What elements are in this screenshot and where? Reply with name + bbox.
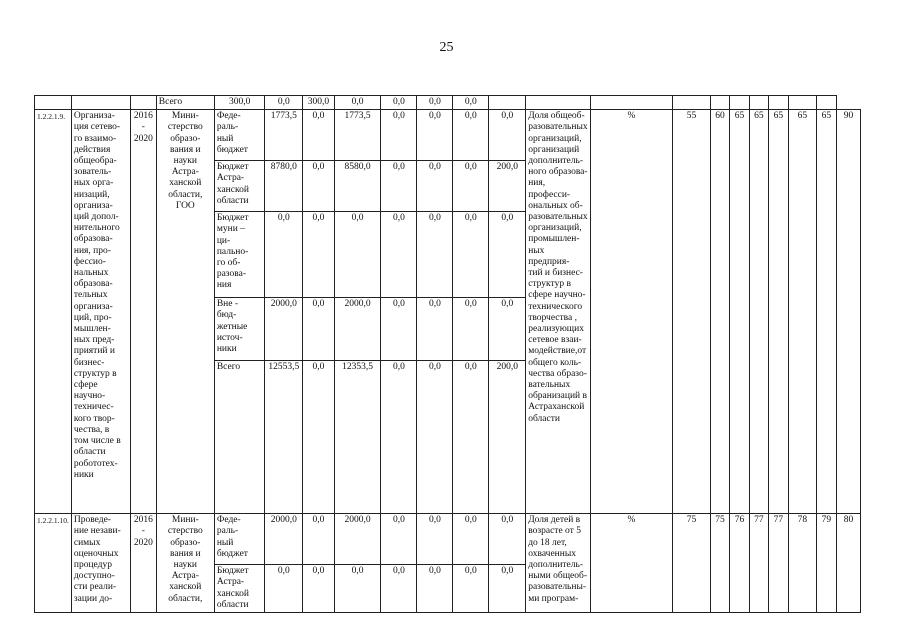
target-cell: 75 (710, 514, 729, 613)
item-executor-line: Мини- (171, 515, 199, 526)
value-cell: 2000,0 (334, 298, 381, 361)
value-cell: 0,0 (417, 361, 453, 514)
item-years-line: 2016 (133, 515, 153, 526)
item-name-line: чества, в (73, 424, 110, 435)
item-name-line: тельных (73, 290, 108, 301)
item-name-line: робототех- (73, 458, 118, 469)
item-name-line: мышлен- (73, 324, 111, 335)
source-cell-line: источ- (216, 332, 243, 343)
empty-cell (71, 96, 130, 110)
value-cell: 0,0 (489, 298, 526, 361)
item-code: 1.2.2.1.9. (35, 110, 72, 514)
value-cell: 8580,0 (334, 161, 381, 212)
indicator-cell-line: ных предприя- (528, 245, 570, 267)
item-name-line: общеобра- (73, 156, 117, 167)
source-cell-line: ники (216, 344, 237, 355)
value-cell: 0,0 (453, 110, 489, 161)
indicator-cell-line: общего коль- (528, 357, 582, 368)
target-cell (749, 96, 768, 110)
item-name-line: кого твор- (73, 413, 115, 424)
value-cell: 0,0 (381, 110, 417, 161)
item-name-line: фессио- (73, 256, 106, 267)
indicator-cell-line: чества образо- (528, 368, 587, 379)
item-executor-line: Мини- (171, 111, 199, 122)
source-cell-line: раль- (216, 526, 239, 537)
indicator-cell-line: модействие,от (528, 346, 587, 357)
item-years-line: 2020 (133, 537, 153, 548)
item-name-line: действия (73, 144, 111, 155)
item-name-line: ния, про- (73, 245, 111, 256)
value-cell: 200,0 (489, 361, 526, 514)
item-name-line: доступно- (73, 571, 115, 582)
source-cell-line: Феде- (216, 111, 241, 122)
target-cell (710, 96, 729, 110)
item-name-line: симых (73, 537, 101, 548)
value-cell: 0,0 (417, 514, 453, 565)
source-cell (214, 110, 265, 161)
indicator-cell-line: возрасте от 5 (528, 526, 581, 537)
target-cell: 65 (749, 110, 768, 514)
item-name-line: Проведе- (73, 515, 111, 526)
item-name-line: низаций, (73, 189, 110, 200)
indicator-cell-line: ного образова- (528, 167, 588, 178)
source-cell-line: Вне - (216, 299, 239, 310)
empty-cell (35, 96, 72, 110)
value-cell: 0,0 (334, 565, 381, 613)
item-name (71, 110, 130, 514)
item-name-line: сфере (73, 380, 98, 391)
value-cell: 0,0 (381, 161, 417, 212)
indicator-cell-line: сетевое взаи- (528, 335, 582, 346)
item-name-line: техничес- (73, 402, 114, 413)
table-row (35, 110, 905, 161)
target-cell (590, 96, 673, 110)
item-name-line: Организа- (73, 111, 115, 122)
indicator-cell-line: структур в (528, 279, 571, 290)
unit-cell: % (590, 110, 673, 514)
item-executor-line: вания и (170, 548, 201, 559)
source-cell-line: ци- (216, 235, 231, 246)
indicator-cell-line: разовательных (528, 122, 588, 133)
item-executor-line: стерство (167, 122, 203, 133)
item-executor-line: вания и (170, 144, 201, 155)
item-years-line: 2016 (133, 111, 153, 122)
item-executor (156, 514, 214, 613)
item-name-line: ция сетево- (73, 122, 121, 133)
value-cell: 0,0 (265, 565, 303, 613)
source-cell-line: Астра- (216, 577, 245, 588)
table-row (35, 514, 905, 565)
value-cell: 0,0 (381, 96, 417, 110)
indicator-cell-line: ми програм- (528, 593, 579, 604)
item-years-line: - (141, 122, 145, 133)
item-executor-line: Астра- (171, 167, 199, 178)
target-cell: 79 (817, 514, 836, 613)
value-cell: 12553,5 (265, 361, 303, 514)
item-name-line: организа- (73, 301, 113, 312)
page-number: 25 (439, 40, 454, 55)
indicator-cell-line: дополнитель- (528, 156, 584, 167)
indicator-cell-line: Доля общеоб- (528, 111, 585, 122)
indicator-cell-line: Доля детей в (528, 515, 581, 526)
target-cell: 60 (710, 110, 729, 514)
target-cell: 77 (749, 514, 768, 613)
target-cell (817, 96, 836, 110)
target-cell: 75 (673, 514, 711, 613)
item-name-line: оценочных (73, 548, 119, 559)
indicator-cell-line: реализующих (528, 324, 584, 335)
source-cell-line: бюд- (216, 310, 237, 321)
item-name-line: процедур (73, 560, 112, 571)
program-table (34, 95, 905, 613)
source-cell-line: области (216, 195, 249, 206)
item-name-line: образова- (73, 234, 113, 245)
source-cell-line: Всего (216, 362, 241, 373)
value-cell: 300,0 (303, 96, 334, 110)
item-name-line: го взаимо- (73, 133, 117, 144)
indicator-cell-line: вательных (528, 380, 571, 391)
value-cell: 2000,0 (265, 514, 303, 565)
target-cell: 65 (817, 110, 836, 514)
value-cell: 1773,5 (334, 110, 381, 161)
value-cell: 2000,0 (265, 298, 303, 361)
source-cell-line: пально- (216, 246, 249, 257)
indicator-cell-line: творчества , (528, 312, 577, 323)
value-cell: 12353,5 (334, 361, 381, 514)
indicator-cell (526, 110, 590, 514)
target-cell (730, 96, 749, 110)
value-cell: 0,0 (453, 96, 489, 110)
value-cell: 0,0 (453, 161, 489, 212)
item-executor-line: науки (173, 560, 197, 571)
indicator-cell-line: ными общеоб- (528, 571, 588, 582)
item-name-line: нальных (73, 268, 109, 279)
value-cell: 200,0 (489, 161, 526, 212)
value-cell: 0,0 (303, 161, 334, 212)
source-cell-line: ния (216, 280, 232, 291)
source-cell-line: Бюджет (216, 566, 249, 577)
value-cell: 1773,5 (265, 110, 303, 161)
source-cell (214, 161, 265, 212)
item-name-line: ных пред- (73, 335, 115, 346)
indicator-cell-line: организаций, (528, 133, 582, 144)
indicator-cell-line: сфере научно- (528, 290, 586, 301)
item-executor-line: ханской (169, 178, 202, 189)
value-cell: 0,0 (417, 96, 453, 110)
value-cell: 0,0 (489, 212, 526, 298)
item-executor-line: образо- (170, 133, 201, 144)
value-cell: 0,0 (489, 565, 526, 613)
item-name-line: приятий и (73, 346, 115, 357)
source-cell-line: ный (216, 537, 234, 548)
source-cell-line: области (216, 599, 249, 610)
source-cell-line: Бюджет (216, 162, 249, 173)
source-cell-line: ханской (216, 588, 249, 599)
value-cell: 0,0 (417, 212, 453, 298)
item-name-line: бизнес- (73, 357, 105, 368)
item-name-line: области (73, 447, 106, 458)
source-cell (214, 212, 265, 298)
item-executor-line: ханской (169, 582, 202, 593)
target-cell: 65 (769, 110, 788, 514)
value-cell: 300,0 (214, 96, 265, 110)
indicator-cell (526, 514, 590, 613)
source-cell-line: раль- (216, 122, 239, 133)
item-name-line: нительного (73, 223, 120, 234)
item-executor-line: области, (168, 593, 203, 604)
value-cell: 0,0 (303, 212, 334, 298)
value-cell: 0,0 (453, 212, 489, 298)
source-cell-line: бюджет (216, 548, 248, 559)
item-years-line: - (141, 526, 145, 537)
value-cell: 0,0 (265, 96, 303, 110)
target-cell: 55 (673, 110, 711, 514)
indicator-cell-line: разовательных (528, 212, 588, 223)
value-cell: 0,0 (303, 565, 334, 613)
indicator-cell-line: обранизаций в (528, 391, 588, 402)
value-cell: 0,0 (453, 565, 489, 613)
source-cell-line: муни – (216, 224, 245, 235)
value-cell: 0,0 (489, 514, 526, 565)
item-executor (156, 110, 214, 514)
target-cell: 76 (730, 514, 749, 613)
value-cell: 0,0 (334, 96, 381, 110)
value-cell: 0,0 (303, 110, 334, 161)
item-name-line: зации до- (73, 593, 113, 604)
item-name-line: научно- (73, 391, 106, 402)
indicator-cell-line: разовательны- (528, 582, 587, 593)
indicator-cell-line: дополнитель- (528, 560, 584, 571)
target-cell: 65 (730, 110, 749, 514)
item-executor-line: стерство (167, 526, 203, 537)
indicator-cell-line: промышлен- (528, 234, 580, 245)
item-name (71, 514, 130, 613)
source-cell-line: го об- (216, 258, 241, 269)
source-cell-line: жетные (216, 321, 248, 332)
target-cell: 65 (788, 110, 817, 514)
item-years-line: 2020 (133, 133, 153, 144)
item-name-line: образова- (73, 279, 113, 290)
item-executor-line: ГОО (175, 200, 195, 211)
empty-cell (130, 96, 156, 110)
indicator-cell (489, 96, 526, 110)
indicator-cell-line: Астраханской (528, 402, 585, 413)
source-cell (214, 298, 265, 361)
source-cell (214, 361, 265, 514)
item-name-line: зователь- (73, 167, 112, 178)
target-cell: 77 (769, 514, 788, 613)
target-cell: 80 (836, 514, 861, 613)
source-cell: Всего (156, 96, 214, 110)
value-cell: 2000,0 (334, 514, 381, 565)
value-cell: 0,0 (381, 212, 417, 298)
value-cell: 0,0 (453, 514, 489, 565)
indicator-cell-line: технического (528, 301, 583, 312)
item-executor-line: образо- (170, 537, 201, 548)
indicator-cell-line: тий и бизнес- (528, 268, 583, 279)
value-cell: 0,0 (417, 298, 453, 361)
item-name-line: том числе в (73, 436, 121, 447)
item-executor-line: Астра- (171, 571, 199, 582)
item-name-line: ций, про- (73, 312, 112, 323)
value-cell: 0,0 (453, 298, 489, 361)
value-cell: 0,0 (453, 361, 489, 514)
indicator-cell-line: организаций, (528, 223, 582, 234)
indicator-cell-line: охваченных (528, 548, 576, 559)
item-years (130, 514, 156, 613)
value-cell: 0,0 (334, 212, 381, 298)
value-cell: 0,0 (381, 514, 417, 565)
value-cell: 0,0 (381, 565, 417, 613)
table-row (35, 96, 905, 110)
indicator-cell-line: организаций (528, 144, 580, 155)
value-cell: 0,0 (417, 565, 453, 613)
item-executor-line: науки (173, 156, 197, 167)
source-cell-line: Бюджет (216, 213, 249, 224)
item-name-line: структур в (73, 368, 117, 379)
indicator-cell-line: ния, професси- (528, 178, 571, 200)
target-cell (788, 96, 817, 110)
source-cell-line: разова- (216, 269, 246, 280)
source-cell-line: ный (216, 133, 234, 144)
source-cell-line: Астра- (216, 173, 245, 184)
value-cell: 0,0 (303, 298, 334, 361)
source-cell-line: ханской (216, 184, 249, 195)
target-cell (769, 96, 788, 110)
value-cell: 0,0 (489, 110, 526, 161)
value-cell: 0,0 (417, 110, 453, 161)
unit-cell: % (590, 514, 673, 613)
indicator-cell-line: области (528, 413, 560, 424)
item-name-line: ных орга- (73, 178, 114, 189)
target-cell (673, 96, 711, 110)
value-cell: 0,0 (381, 298, 417, 361)
item-name-line: ники (73, 469, 94, 480)
source-cell (214, 514, 265, 565)
item-name-line: ние незави- (73, 526, 121, 537)
item-years (130, 110, 156, 514)
item-executor-line: области, (168, 189, 203, 200)
indicator-cell-line: до 18 лет, (528, 537, 567, 548)
value-cell: 0,0 (381, 361, 417, 514)
indicator-cell-line: ональных об- (528, 200, 583, 211)
source-cell (214, 565, 265, 613)
item-name-line: организа- (73, 200, 113, 211)
target-cell: 90 (836, 110, 861, 514)
value-cell: 0,0 (303, 514, 334, 565)
item-name-line: ций допол- (73, 212, 119, 223)
value-cell: 0,0 (303, 361, 334, 514)
value-cell: 0,0 (265, 212, 303, 298)
item-name-line: сти реали- (73, 582, 117, 593)
source-cell-line: бюджет (216, 144, 248, 155)
source-cell-line: Феде- (216, 515, 241, 526)
value-cell: 8780,0 (265, 161, 303, 212)
unit-cell (526, 96, 590, 110)
value-cell: 0,0 (417, 161, 453, 212)
item-code: 1.2.2.1.10. (35, 514, 72, 613)
target-cell: 78 (788, 514, 817, 613)
